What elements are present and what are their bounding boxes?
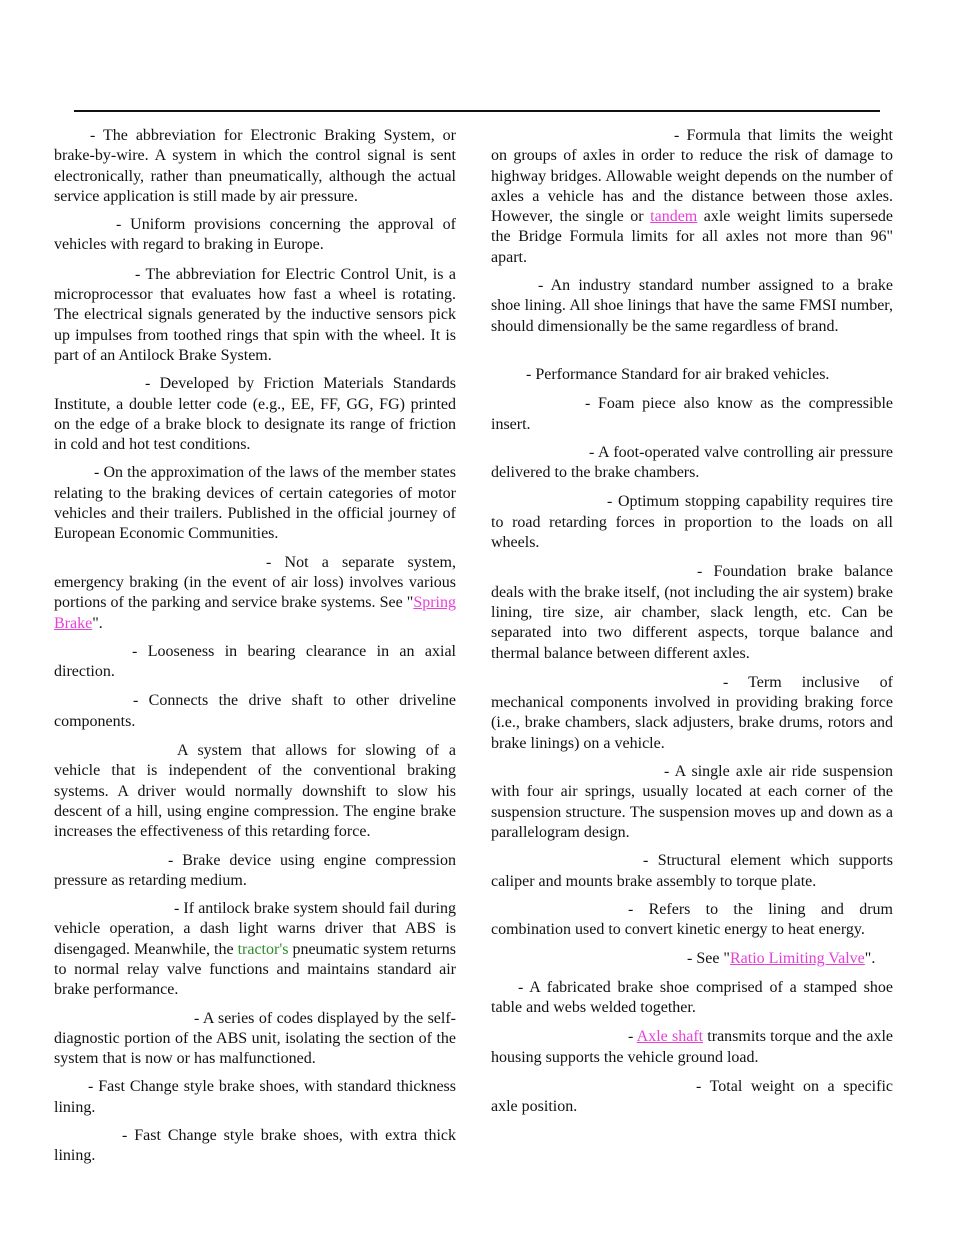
glossary-entry [491, 562, 893, 663]
entry-text: - [628, 1028, 637, 1046]
entry-text: - Fast Change style brake shoes, with standard thickness lining. [54, 1078, 456, 1116]
glossary-entry [54, 374, 456, 455]
entry-text: - Term inclusive of mechanical components involved in providing braking force (i.e., brake chambers, slack adjusters, brake drums, rotors and brake linings) on a vehicle. [491, 673, 893, 752]
glossary-entry [54, 1077, 456, 1118]
glossary-entry [54, 1009, 456, 1070]
entry-text: - A single axle air ride suspension with four air springs, usually located at each corner of the suspension structure. The suspension moves up and down as a parallelogram design. [491, 763, 893, 841]
glossary-link[interactable]: Spring Brake [54, 594, 456, 632]
glossary-link[interactable]: Axle shaft [636, 1028, 704, 1046]
entry-text: - Developed by Friction Materials Standards Institute, a double letter code (e.g., EE, FF, GG, FG) printed on the edge of a brake block to designate its range of friction in cold and hot test conditions. [54, 375, 456, 454]
glossary-entry [491, 1077, 893, 1118]
glossary-entry [54, 851, 456, 892]
glossary-entry [491, 762, 893, 843]
header-rule [74, 110, 880, 112]
entry-text: - A fabricated brake shoe comprised of a stamped shoe table and webs welded together. [491, 978, 893, 1016]
glossary-link[interactable]: tandem [650, 208, 698, 226]
glossary-entry [491, 126, 893, 268]
glossary-entry [54, 899, 456, 1000]
glossary-entry [54, 642, 456, 683]
glossary-entry [491, 900, 893, 941]
glossary-entry [491, 673, 893, 754]
glossary-entry [491, 443, 893, 484]
glossary-link[interactable]: Ratio Limiting Valve [729, 950, 865, 968]
entry-text-continued: pneumatic system returns to normal relay valve functions and maintains standard air brake performance. [54, 940, 457, 999]
glossary-entry [491, 949, 893, 969]
entry-text: - The abbreviation for Electronic Braking System, or brake-by-wire. A system in which the control signal is sent electronically, rather than pneumatically, although the actual service application is still made by air pressure. [54, 127, 456, 205]
glossary-entry [54, 265, 456, 366]
glossary-entry [491, 492, 893, 553]
glossary-entry [491, 394, 893, 435]
glossary-column-left [54, 124, 456, 1167]
entry-text: - An industry standard number assigned to a brake shoe lining. All shoe linings that have the same FMSI number, should dimensionally be the same regardless of brand. [491, 277, 893, 335]
entry-text: - Not a separate system, emergency braking (in the event of air loss) involves various portions of the parking and service brake systems. See " [54, 553, 456, 612]
entry-text: - On the approximation of the laws of the member states relating to the braking devices of certain categories of motor vehicles and their trailers. Published in the official journey of European Economic Communities. [54, 464, 456, 543]
entry-text: - A foot-operated valve controlling air pressure delivered to the brake chambers. [491, 443, 893, 482]
entry-text: - Total weight on a specific axle position. [491, 1077, 893, 1116]
entry-text: - Connects the drive shaft to other driveline components. [54, 692, 456, 730]
entry-text: - Performance Standard for air braked vehicles. [526, 365, 830, 383]
entry-text-continued: ". [864, 950, 876, 968]
glossary-entry [54, 741, 456, 842]
entry-text: - See " [687, 950, 730, 968]
entry-text-continued: ". [92, 614, 103, 632]
entry-text-continued: axle weight limits supersede the Bridge Formula limits for all axles not more than 96" apart. [491, 208, 894, 266]
entry-text: - Formula that limits the weight on groups of axles in order to reduce the risk of damage to highway bridges. Allowable weight depends on the number of axles a vehicle has and the distance between those axles. However, the single or [491, 127, 893, 226]
glossary-entry [491, 365, 893, 385]
entry-text: - Optimum stopping capability requires tire to road retarding forces in proportion to the loads on all wheels. [491, 493, 893, 552]
glossary-entry [54, 463, 456, 544]
glossary-entry [54, 691, 456, 732]
glossary-entry [54, 1126, 456, 1167]
highlighted-term: tractor's [237, 940, 289, 958]
glossary-entry [54, 126, 456, 207]
entry-text: - The abbreviation for Electric Control Unit, is a microprocessor that evaluates how fast a wheel is rotating. The electrical signals generated by the inductive sensors pick up impulses from toothed rings that spin with the wheel. It is part of an Antilock Brake System. [54, 265, 456, 364]
entry-text-continued: transmits torque and the axle housing supports the vehicle ground load. [491, 1028, 894, 1066]
glossary-entry [491, 978, 893, 1019]
entry-text: - Looseness in bearing clearance in an axial direction. [54, 642, 456, 681]
entry-text: - Structural element which supports caliper and mounts brake assembly to torque plate. [491, 852, 893, 890]
entry-text: A system that allows for slowing of a vehicle that is independent of the conventional braking systems. A driver would normally downshift to slow his descent of a hill, using engine compression. The engine brake increases the effectiveness of this retarding force. [54, 742, 456, 841]
entry-text: - Foundation brake balance deals with the brake itself, (not including the air system) brake lining, tire size, air chamber, slack length, etc. Can be separated into two different aspects, torque balance and thermal balance between different axles. [491, 563, 893, 662]
glossary-entry [491, 1027, 893, 1068]
entry-text: - Foam piece also know as the compressible insert. [491, 395, 893, 433]
glossary-entry [491, 851, 893, 892]
glossary-entry [491, 276, 893, 337]
entry-text: - Fast Change style brake shoes, with extra thick lining. [54, 1127, 456, 1165]
entry-text: - If antilock brake system should fail during vehicle operation, a dash light warns driver that ABS is disengaged. Meanwhile, the [54, 900, 456, 958]
glossary-column-right [491, 124, 893, 1117]
glossary-entry [54, 215, 456, 256]
entry-text: - A series of codes displayed by the self-diagnostic portion of the ABS unit, isolating the section of the system that is now or has malfunctioned. [54, 1009, 456, 1068]
entry-text: - Brake device using engine compression pressure as retarding medium. [54, 851, 456, 889]
entry-text: - Uniform provisions concerning the approval of vehicles with regard to braking in Europe. [54, 216, 456, 254]
entry-text: - Refers to the lining and drum combination used to convert kinetic energy to heat energy. [491, 900, 893, 939]
glossary-entry [54, 553, 456, 634]
